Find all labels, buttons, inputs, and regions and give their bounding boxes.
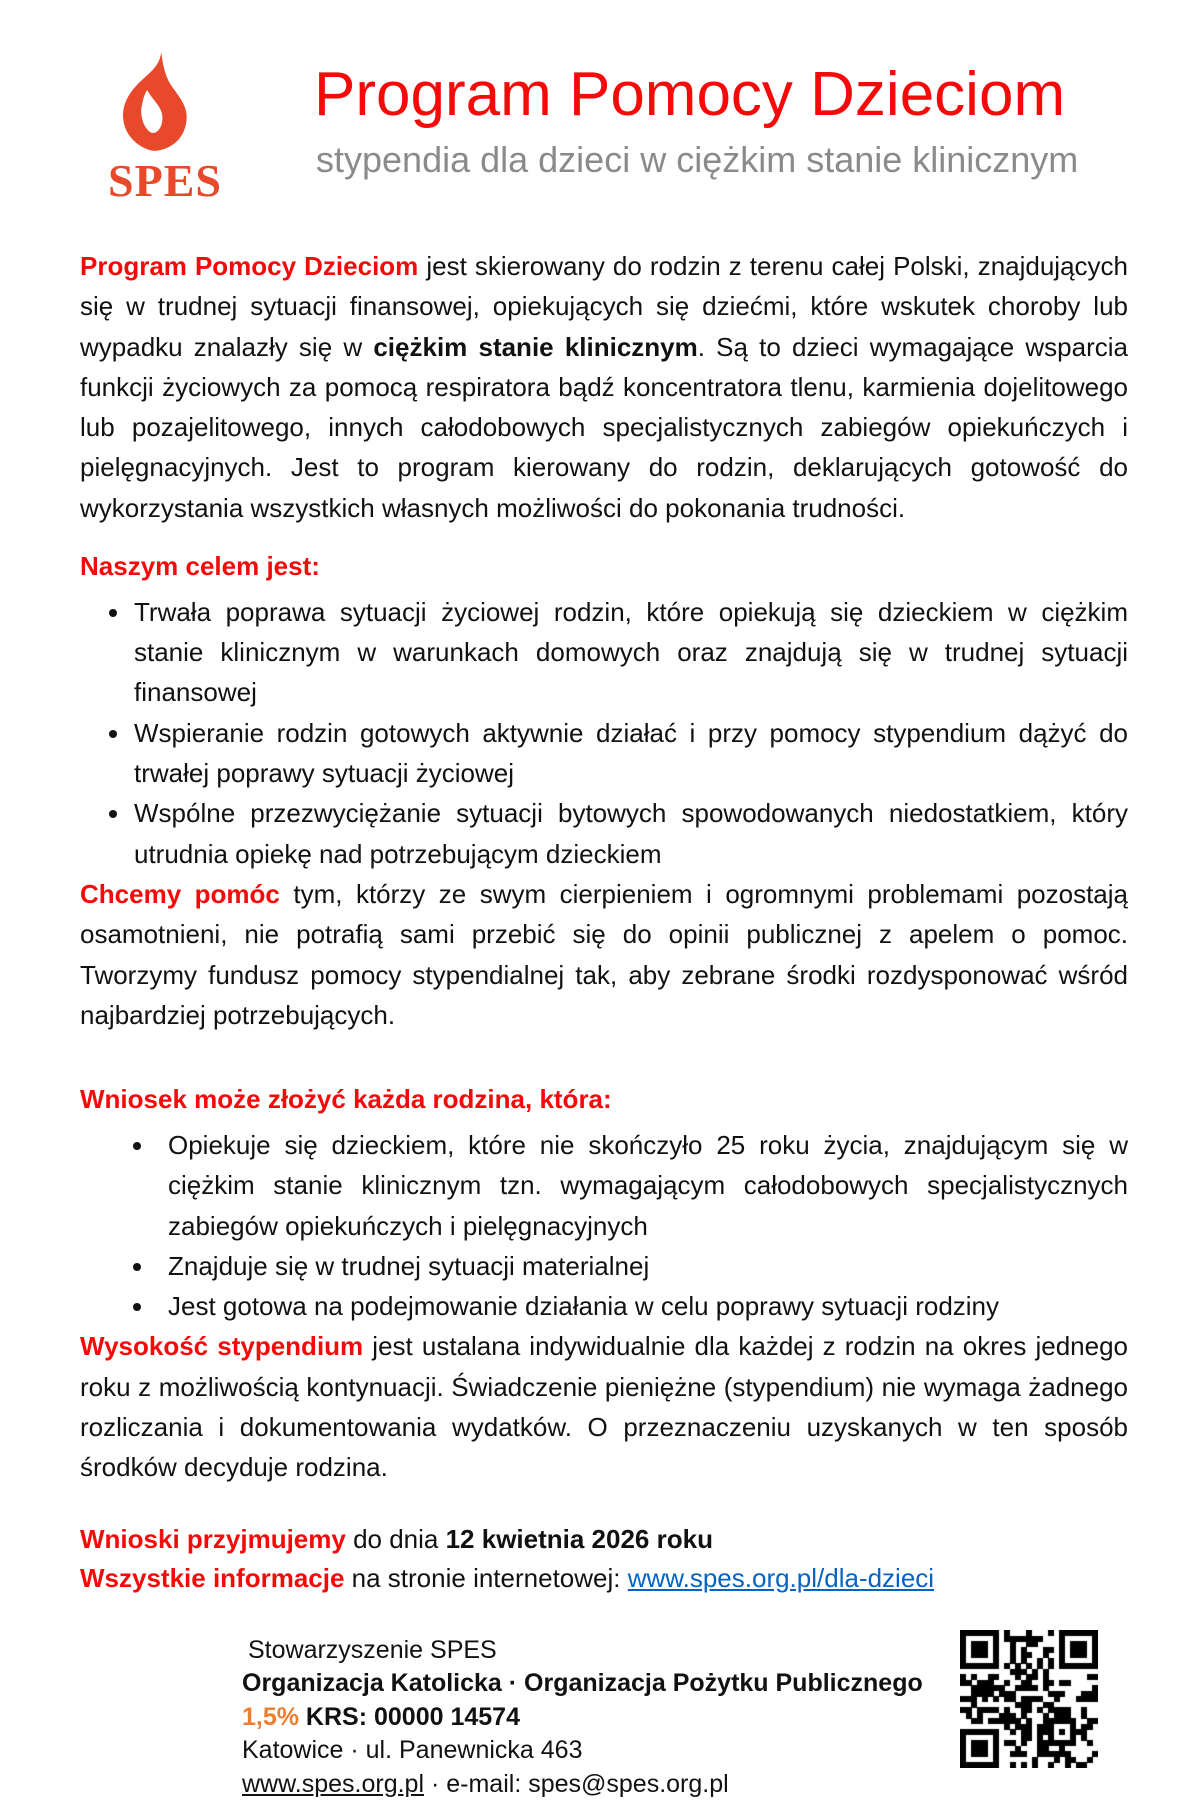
help-paragraph: [80, 874, 1128, 1035]
flame-icon: [101, 52, 229, 156]
footer-email-label: · e-mail:: [424, 1769, 529, 1798]
info-text: na stronie internetowej:: [344, 1562, 628, 1593]
main-content: [80, 246, 1128, 1598]
help-text: tym, którzy ze swym cierpieniem i ogromnymi problemami pozostają osamotnieni, nie potrafią sami przebić się do opinii publicznej z apelem o pomoc. Tworzymy fundusz pomocy stypendialnej tak, aby zebrane środki rozdysponować wśród najbardziej potrzebujących.: [80, 878, 1129, 1030]
footer-spacer: [80, 1634, 242, 1801]
deadline-date: 12 kwietnia 2026 roku: [445, 1523, 713, 1554]
footer-krs: KRS: 00000 14574: [298, 1702, 520, 1731]
goals-list: [80, 592, 1128, 874]
stipend-lead: Wysokość stypendium: [80, 1331, 364, 1362]
title-block: [314, 52, 1078, 180]
goals-list-item: • Trwała poprawa sytuacji życiowej rodzin, które opiekują się dzieckiem w ciężkim stanie klinicznym w warunkach domowych oraz znajdują się w trudnej sytuacji finansowej: [132, 592, 1128, 713]
goals-list-item: • Wspieranie rodzin gotowych aktywnie działać i przy pomocy stypendium dążyć do trwałej poprawy sytuacji życiowej: [132, 713, 1128, 794]
footer-address: Katowice · ul. Panewnicka 463: [242, 1736, 583, 1765]
info-lead: Wszystkie informacje: [80, 1562, 345, 1593]
footer-email: spes@spes.org.pl: [528, 1769, 729, 1798]
spes-logo: [90, 52, 240, 204]
intro-paragraph: [80, 246, 1128, 528]
goals-heading: Naszym celem jest:: [80, 551, 320, 582]
application-heading: Wniosek może złożyć każda rodzina, która:: [80, 1084, 612, 1115]
footer: [80, 1634, 1128, 1801]
footer-krs-line: [242, 1701, 960, 1735]
page-subtitle: stypendia dla dzieci w ciężkim stanie klinicznym: [316, 139, 1079, 180]
deadline-block: [80, 1520, 1128, 1598]
footer-contact-line: [242, 1768, 960, 1801]
page-title: Program Pomocy Dzieciom: [314, 60, 1066, 129]
qr-code: [960, 1630, 1098, 1801]
intro-bold-phrase: ciężkim stanie klinicznym: [373, 331, 698, 362]
help-lead: Chcemy pomóc: [80, 878, 280, 909]
application-list-item: • Jest gotowa na podejmowanie działania w celu poprawy sytuacji rodziny: [156, 1286, 1128, 1326]
stipend-text: jest ustalana indywidualnie dla każdej z rodzin na okres jednego roku z możliwością kontynuacji. Świadczenie pieniężne (stypendium) nie wymaga żadnego rozliczania i dokumentowania wydatków. O przeznaczeniu uzyskanych w ten sposób środków decyduje rodzina.: [80, 1331, 1128, 1483]
dla-dzieci-link[interactable]: www.spes.org.pl/dla-dzieci: [627, 1562, 935, 1593]
footer-org-name: Stowarzyszenie SPES: [248, 1635, 497, 1664]
application-list-item: • Znajduje się w trudnej sytuacji materialnej: [156, 1246, 1128, 1286]
intro-text-1: jest skierowany do rodzin z terenu całej Polski, znajdujących się w trudnej sytuacji finansowej, opiekujących się dziećmi, które wskutek choroby lub wypadku znalazły się w: [80, 251, 1129, 362]
intro-text-2: . Są to dzieci wymagające wsparcia funkcji życiowych za pomocą respiratora bądź koncentratora tlenu, karmienia dojelitowego lub pozajelitowego, innych całodobowych specjalistycznych zabiegów opiekuńczych i pielęgnacyjnych. Jest to program kierowany do rodzin, deklarujących gotowość do wykorzystania wszystkich własnych możliwości do pokonania trudności.: [80, 331, 1128, 523]
footer-org-type: Organizacja Katolicka · Organizacja Pożytku Publicznego: [242, 1669, 923, 1698]
intro-lead: Program Pomocy Dzieciom: [80, 251, 419, 281]
application-list-item: • Opiekuje się dzieckiem, które nie skończyło 25 roku życia, znajdującym się w ciężkim stanie klinicznym tzn. wymagającym całodobowych specjalistycznych zabiegów opiekuńczych i pielęgnacyjnych: [156, 1125, 1128, 1246]
deadline-lead: Wnioski przyjmujemy: [80, 1523, 346, 1554]
logo-text: SPES: [108, 155, 222, 206]
application-list: [80, 1125, 1128, 1326]
footer-percent: 1,5%: [242, 1702, 299, 1731]
stipend-paragraph: [80, 1326, 1128, 1487]
footer-info: [242, 1634, 960, 1801]
deadline-text: do dnia: [345, 1523, 446, 1554]
header: [80, 52, 1128, 204]
goals-list-item: • Wspólne przezwyciężanie sytuacji bytowych spowodowanych niedostatkiem, który utrudnia opiekę nad potrzebującym dzieckiem: [132, 793, 1128, 874]
deadline-line: [80, 1520, 1128, 1559]
footer-website-link[interactable]: www.spes.org.pl: [242, 1769, 425, 1798]
info-line: [80, 1559, 1128, 1598]
